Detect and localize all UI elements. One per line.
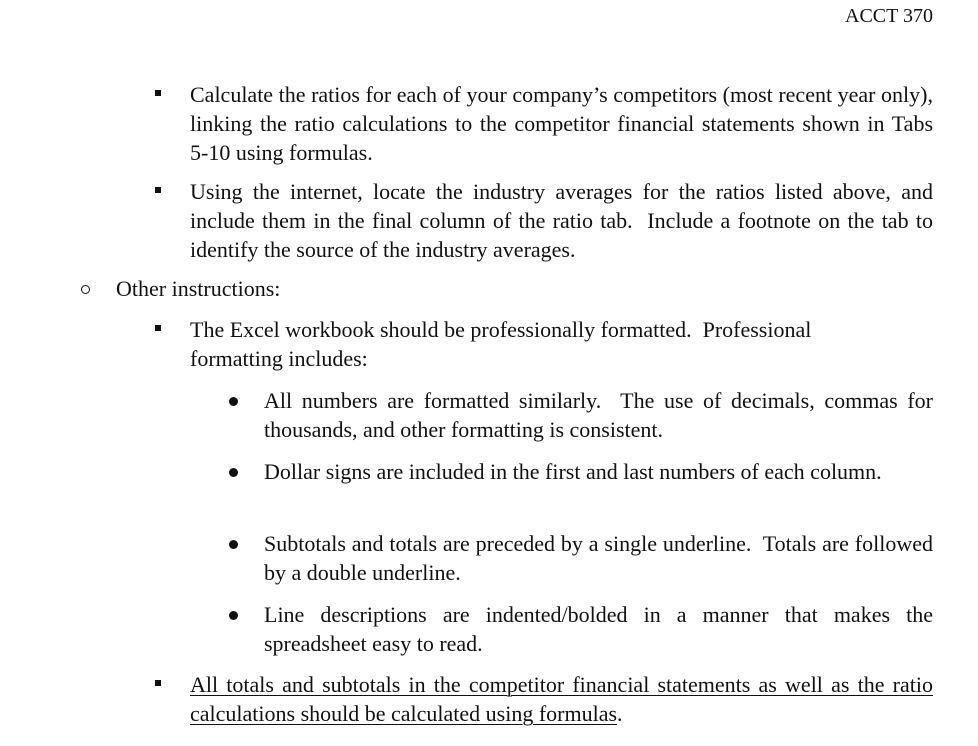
line-descriptions-text: Line descriptions are indented/bolded in a manner that makes the spreadsheet easy to read. <box>264 602 933 656</box>
list-item-other-instructions <box>116 274 716 303</box>
round-bullet-icon <box>229 468 238 477</box>
round-bullet-icon <box>229 611 238 620</box>
numbers-formatted-text: All numbers are formatted similarly. The use of decimals, commas for thousands, and other formatting is consistent. <box>264 388 933 442</box>
list-item-competitor-ratios <box>190 80 933 167</box>
square-bullet-icon <box>155 187 161 193</box>
list-item-dollar-signs <box>264 457 933 486</box>
list-item-underlines <box>264 529 933 587</box>
square-bullet-icon <box>155 325 161 331</box>
competitor-ratios-text: Calculate the ratios for each of your company’s competitors (most recent year only), linking the ratio calculations to the competitor financial statements shown in Tabs 5-10 using formulas. <box>190 82 933 165</box>
excel-formatting-text: The Excel workbook should be professionally formatted. Professional formatting includes: <box>190 317 812 371</box>
dollar-signs-text: Dollar signs are included in the first and last numbers of each column. <box>264 459 882 484</box>
list-item-line-descriptions <box>264 600 933 658</box>
industry-averages-text: Using the internet, locate the industry averages for the ratios listed above, and include them in the final column of the ratio tab. Include a footnote on the tab to identify the source of the industry averages. <box>190 179 933 262</box>
round-bullet-icon <box>229 397 238 406</box>
formulas-period: . <box>617 701 623 726</box>
square-bullet-icon <box>155 680 161 686</box>
course-header: ACCT 370 <box>845 5 933 27</box>
list-item-formulas <box>190 670 933 728</box>
other-instructions-heading: Other instructions: <box>116 276 281 301</box>
round-bullet-icon <box>229 540 238 549</box>
list-item-numbers-formatted <box>264 386 933 444</box>
list-item-industry-averages <box>190 177 933 264</box>
underlines-text: Subtotals and totals are preceded by a single underline. Totals are followed by a double underline. <box>264 531 933 585</box>
square-bullet-icon <box>155 90 161 96</box>
formulas-underlined-text: All totals and subtotals in the competitor financial statements as well as the ratio calculations should be calculated using formulas <box>190 672 933 726</box>
formulas-paragraph <box>190 670 933 728</box>
circle-bullet-icon <box>81 285 90 294</box>
list-item-excel-formatting <box>190 315 900 373</box>
